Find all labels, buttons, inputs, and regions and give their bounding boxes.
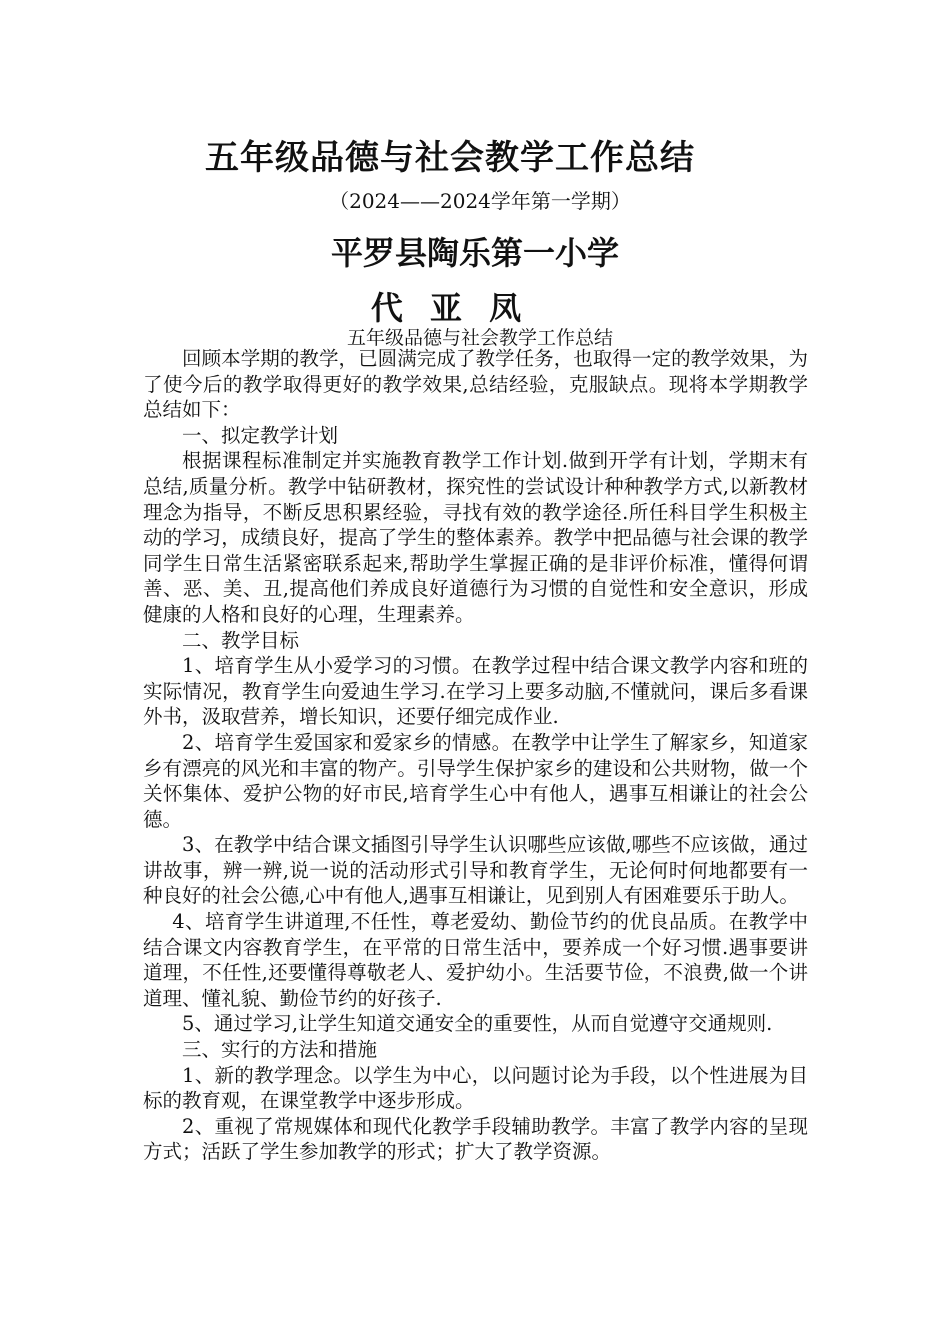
section-heading-plan: 一、拟定教学计划: [182, 423, 339, 447]
paragraph-plan: 根据课程标准制定并实施教育教学工作计划.做到开学有计划，学期末有总结,质量分析。教学中钻研教材，探究性的尝试设计种种教学方式,以新教材理念为指导，不断反思积累经验，寻找有效的教学途径.所任科目学生积极主动的学习，成绩良好，提高了学生的整体素养。教学中把品德与社会课的教学同学生日常生活紧密联系起来,帮助学生掌握正确的是非评价标准，懂得何谓善、恶、美、丑,提高他们养成良好道德行为习惯的自觉性和安全意识，形成健康的人格和良好的心理，生理素养。: [143, 449, 808, 626]
paragraph-method-2: 2、重视了常规媒体和现代化教学手段辅助教学。丰富了教学内容的呈现方式；活跃了学生参加教学的形式；扩大了教学资源。: [143, 1114, 808, 1164]
document-subtitle: （2024——2024学年第一学期）: [329, 189, 631, 213]
paragraph-intro: 回顾本学期的教学，已圆满完成了教学任务，也取得一定的教学效果，为了使今后的教学取得更好的教学效果,总结经验，克服缺点。现将本学期教学总结如下：: [143, 347, 808, 422]
author-name: 代 亚 凤: [370, 289, 530, 327]
section-heading-goals: 二、教学目标: [182, 628, 300, 652]
paragraph-goal-5: 5、通过学习,让学生知道交通安全的重要性，从而自觉遵守交通规则.: [182, 1012, 773, 1036]
document-title: 五年级品德与社会教学工作总结: [205, 138, 695, 178]
paragraph-goal-4: 4、培育学生讲道理,不任性，尊老爱幼、勤俭节约的优良品质。在教学中结合课文内容教育学生，在平常的日常生活中，要养成一个好习惯.遇事要讲道理，不任性,还要懂得尊敬老人、爱护幼小。生活要节俭，不浪费,做一个讲道理、懂礼貌、勤俭节约的好孩子.: [143, 910, 808, 1010]
paragraph-goal-1: 1、培育学生从小爱学习的习惯。在教学过程中结合课文教学内容和班的实际情况，教育学生向爱迪生学习.在学习上要多动脑,不懂就问，课后多看课外书，汲取营养，增长知识，还要仔细完成作业.: [143, 654, 808, 729]
document-body: [143, 346, 808, 1165]
paragraph-method-1: 1、新的教学理念。以学生为中心，以问题讨论为手段，以个性进展为目标的教育观，在课堂教学中逐步形成。: [143, 1063, 808, 1113]
school-name: 平罗县陶乐第一小学: [330, 234, 619, 272]
inner-title: 五年级品德与社会教学工作总结: [346, 327, 613, 349]
paragraph-goal-2: 2、培育学生爱国家和爱家乡的情感。在教学中让学生了解家乡，知道家乡有漂亮的风光和丰富的物产。引导学生保护家乡的建设和公共财物，做一个关怀集体、爱护公物的好市民,培育学生心中有他人，遇事互相谦让的社会公德。: [143, 730, 808, 831]
paragraph-goal-3: 3、在教学中结合课文插图引导学生认识哪些应该做,哪些不应该做，通过讲故事，辨一辨,说一说的活动形式引导和教育学生，无论何时何地都要有一种良好的社会公德,心中有他人,遇事互相谦让，见到别人有困难要乐于助人。: [143, 833, 808, 908]
section-heading-methods: 三、实行的方法和措施: [182, 1038, 378, 1062]
